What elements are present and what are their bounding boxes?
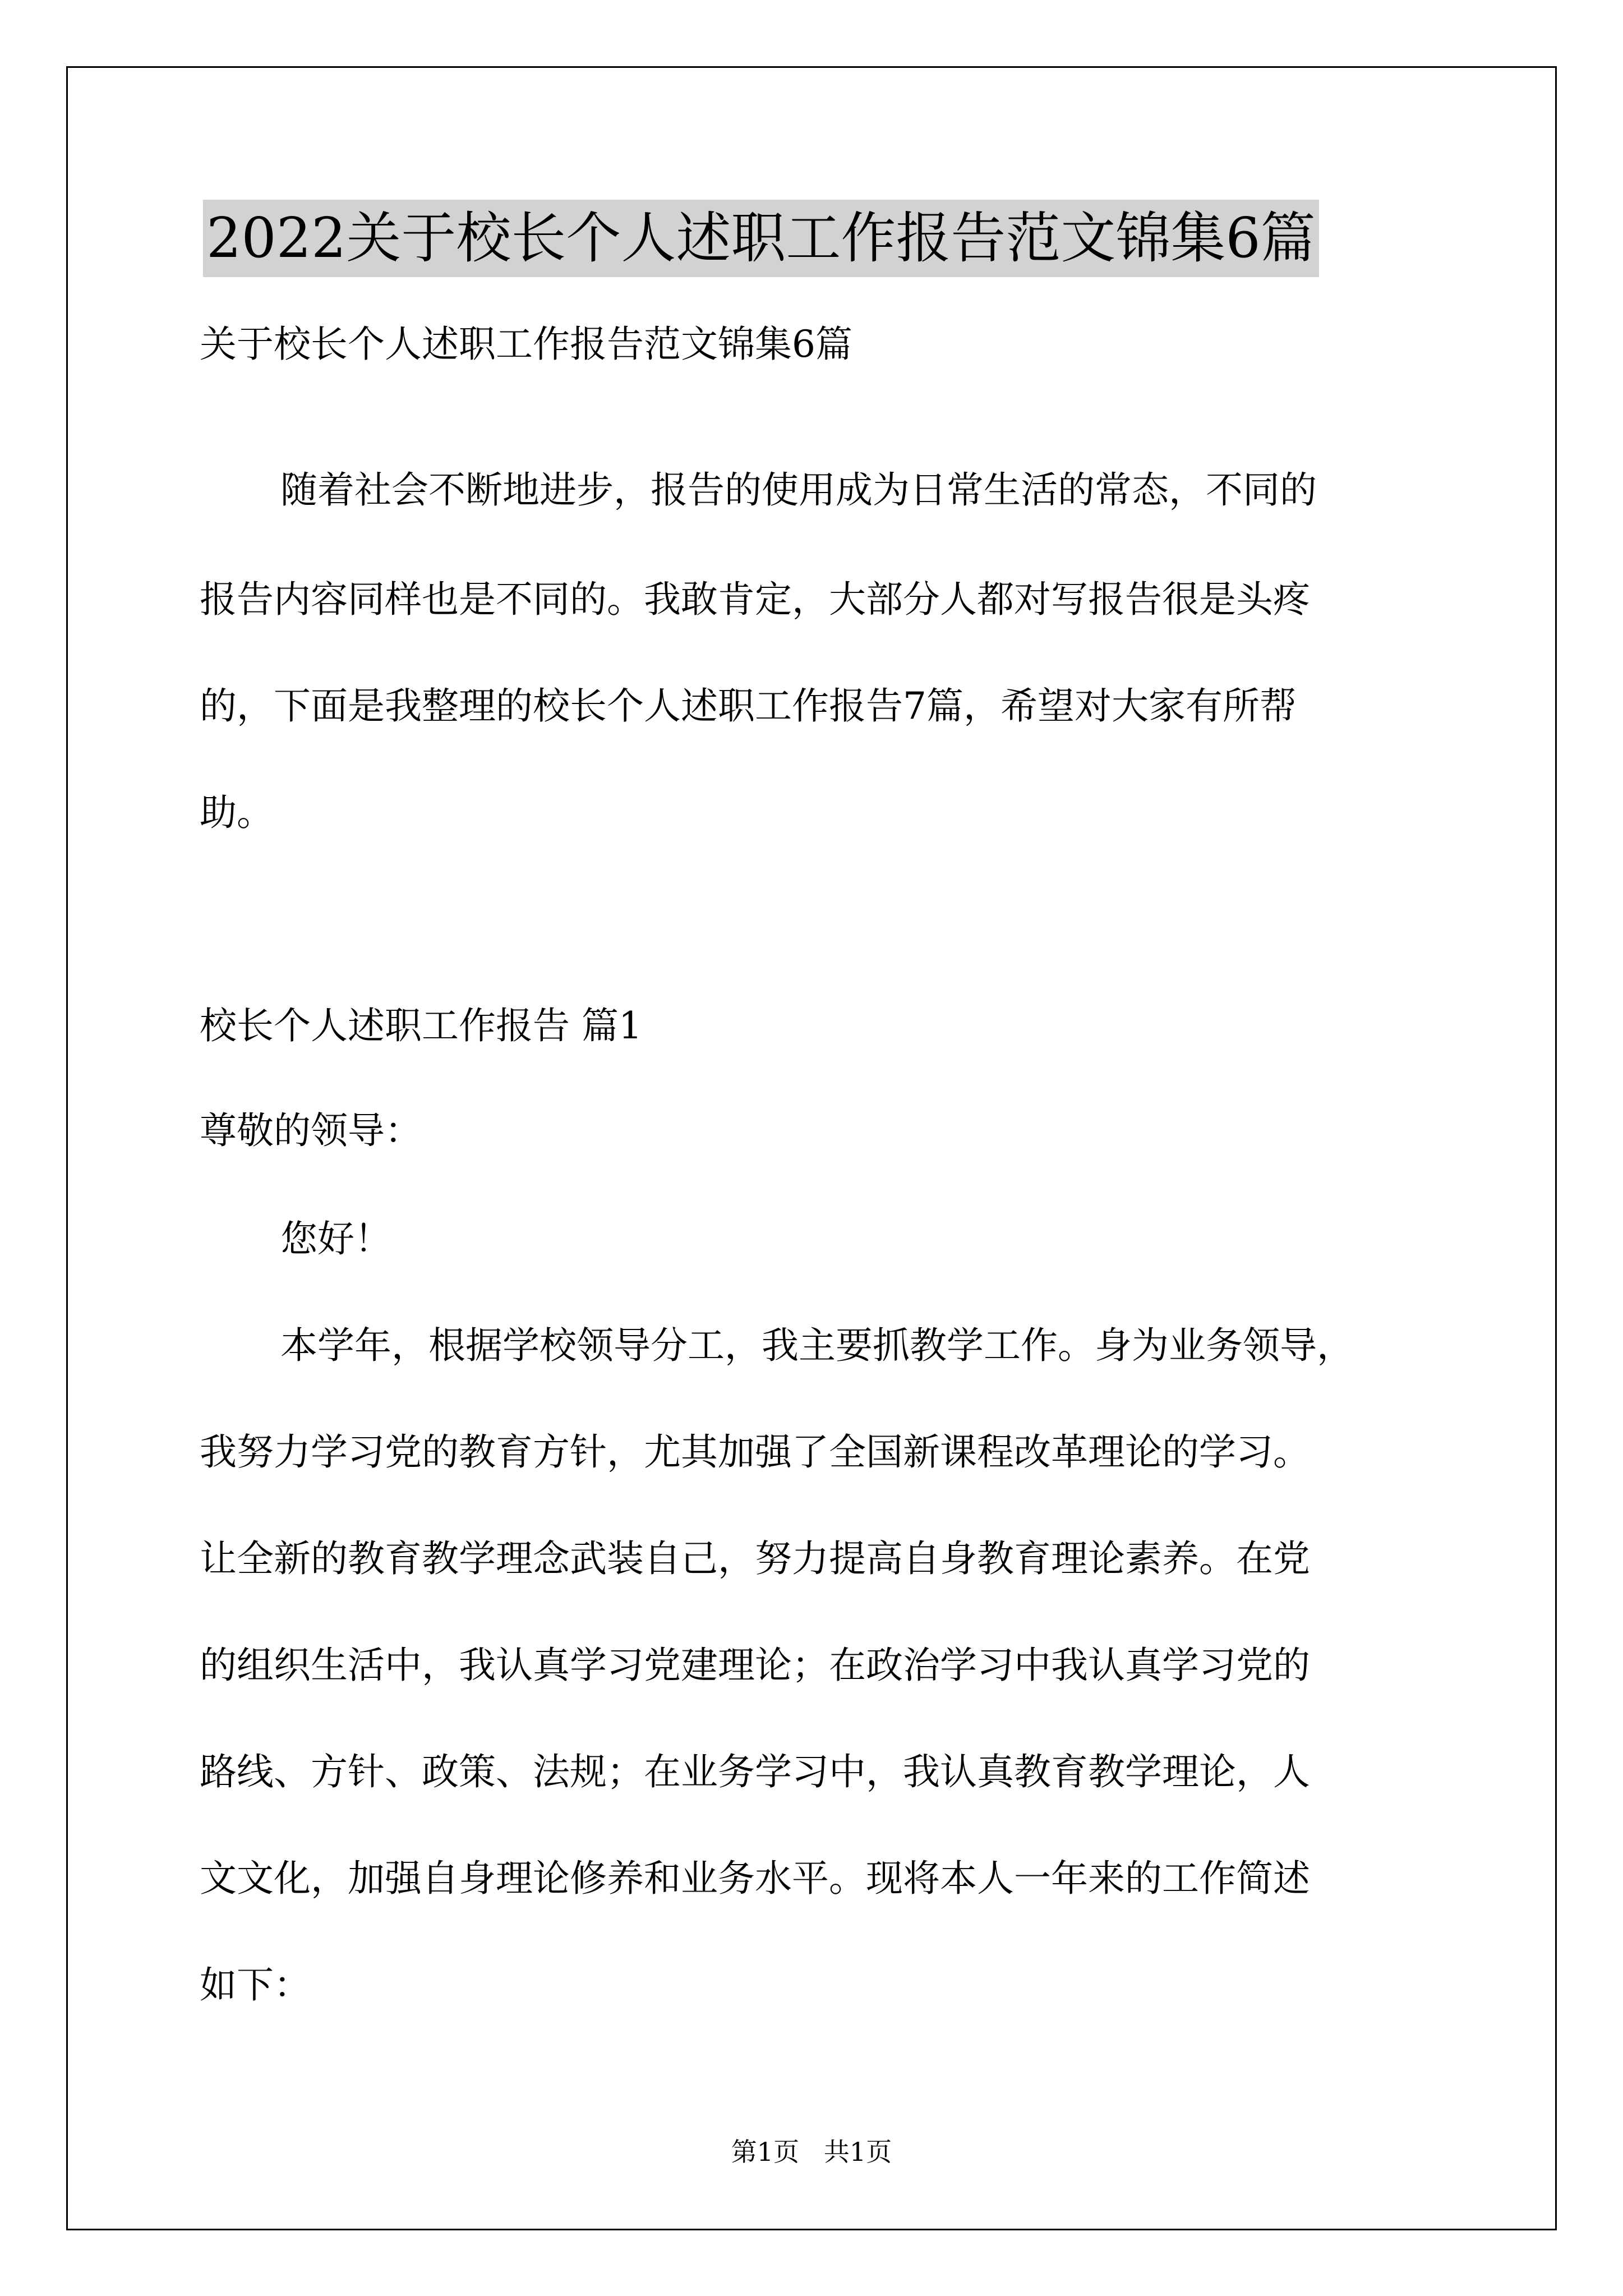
body-line: 的组织生活中，我认真学习党建理论；在政治学习中我认真学习党的 [200,1644,1310,1687]
greeting: 您好！ [280,1217,391,1260]
section-heading: 校长个人述职工作报告 篇1 [200,1004,642,1047]
salutation: 尊敬的领导： [200,1109,422,1152]
title-block [203,200,1426,277]
body-line: 如下： [200,1963,311,2007]
document-subtitle: 关于校长个人述职工作报告范文锦集6篇 [200,323,852,366]
intro-line: 的，下面是我整理的校长个人述职工作报告7篇，希望对大家有所帮 [200,684,1297,728]
body-line: 我努力学习党的教育方针，尤其加强了全国新课程改革理论的学习。 [200,1430,1310,1474]
page-title: 2022关于校长个人述职工作报告范文锦集6篇 [203,200,1319,277]
body-line: 路线、方针、政策、法规；在业务学习中，我认真教育教学理论，人 [200,1750,1310,1793]
intro-line: 随着社会不断地进步，报告的使用成为日常生活的常态，不同的 [280,468,1317,512]
body-line: 本学年，根据学校领导分工，我主要抓教学工作。身为业务领导， [280,1324,1354,1367]
intro-line: 助。 [200,791,274,834]
body-line: 文文化，加强自身理论修养和业务水平。现将本人一年来的工作简述 [200,1857,1310,1900]
page-footer: 第1页 共1页 [731,2137,892,2167]
body-line: 让全新的教育教学理念武装自己，努力提高自身教育理论素养。在党 [200,1537,1310,1580]
intro-line: 报告内容同样也是不同的。我敢肯定，大部分人都对写报告很是头疼 [200,578,1310,621]
